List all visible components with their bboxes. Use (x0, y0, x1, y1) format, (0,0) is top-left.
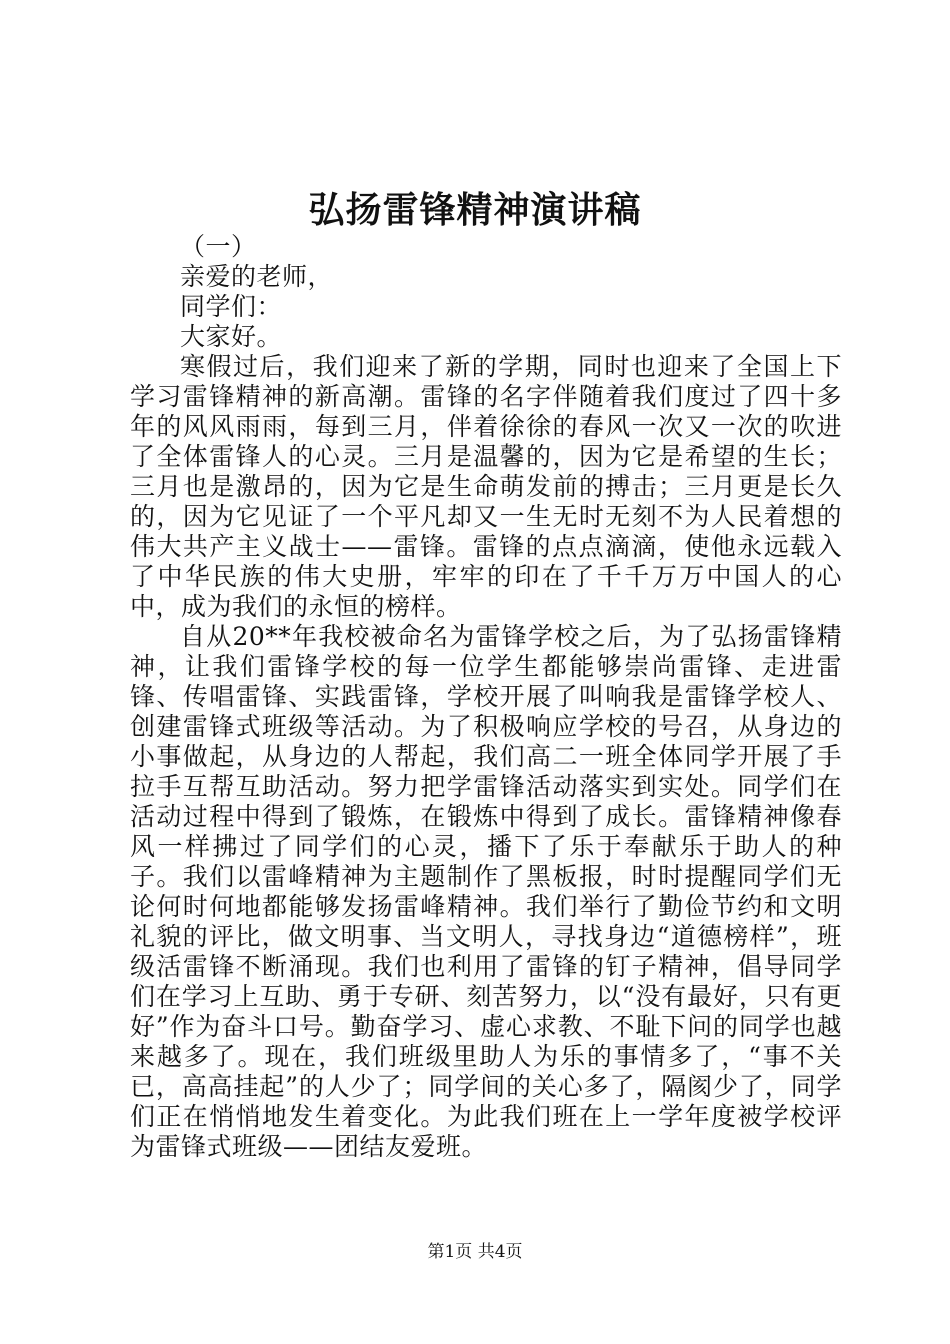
paragraph-section-marker: （一） (180, 232, 257, 261)
page-number-footer: 第1页 共4页 (427, 1242, 523, 1262)
paragraph-body-2: 自从20**年我校被命名为雷锋学校之后，为了弘扬雷锋精神，让我们雷锋学校的每一位学生都能够崇尚雷锋、走进雷锋、传唱雷锋、实践雷锋，学校开展了叫响我是雷锋学校人、创建雷锋式班级等活动。为了积极响应学校的号召，从身边的小事做起，从身边的人帮起，我们高二一班全体同学开展了手拉手互帮互助活动。努力把学雷锋活动落实到实处。同学们在活动过程中得到了锻炼，在锻炼中得到了成长。雷锋精神像春风一样拂过了同学们的心灵，播下了乐于奉献乐于助人的种子。我们以雷峰精神为主题制作了黑板报，时时提醒同学们无论何时何地都能够发扬雷峰精神。我们举行了勤俭节约和文明礼貌的评比，做文明事、当文明人，寻找身边“道德榜样”，班级活雷锋不断涌现。我们也利用了雷锋的钉子精神，倡导同学们在学习上互助、勇于专研、刻苦努力，以“没有最好，只有更好”作为奋斗口号。勤奋学习、虚心求教、不耻下问的同学也越来越多了。现在，我们班级里助人为乐的事情多了，“事不关已，高高挂起”的人少了；同学间的关心多了，隔阂少了，同学们正在悄悄地发生着变化。为此我们班在上一学年度被学校评为雷锋式班级——团结友爱班。 (130, 622, 842, 1161)
paragraph-salutation-teachers: 亲爱的老师， (180, 262, 334, 291)
paragraph-greeting: 大家好。 (180, 322, 283, 351)
paragraph-body-1: 寒假过后，我们迎来了新的学期，同时也迎来了全国上下学习雷锋精神的新高潮。雷锋的名字伴随着我们度过了四十多年的风风雨雨，每到三月，伴着徐徐的春风一次又一次的吹进了全体雷锋人的心灵。三月是温馨的，因为它是希望的生长；三月也是激昂的，因为它是生命萌发前的搏击；三月更是长久的，因为它见证了一个平凡却又一生无时无刻不为人民着想的伟大共产主义战士——雷锋。雷锋的点点滴滴，使他永远载入了中华民族的伟大史册，牢牢的印在了千千万万中国人的心中，成为我们的永恒的榜样。 (130, 352, 842, 621)
paragraph-salutation-students: 同学们： (180, 292, 283, 321)
document-title: 弘扬雷锋精神演讲稿 (308, 189, 642, 231)
document-body (130, 232, 842, 1162)
